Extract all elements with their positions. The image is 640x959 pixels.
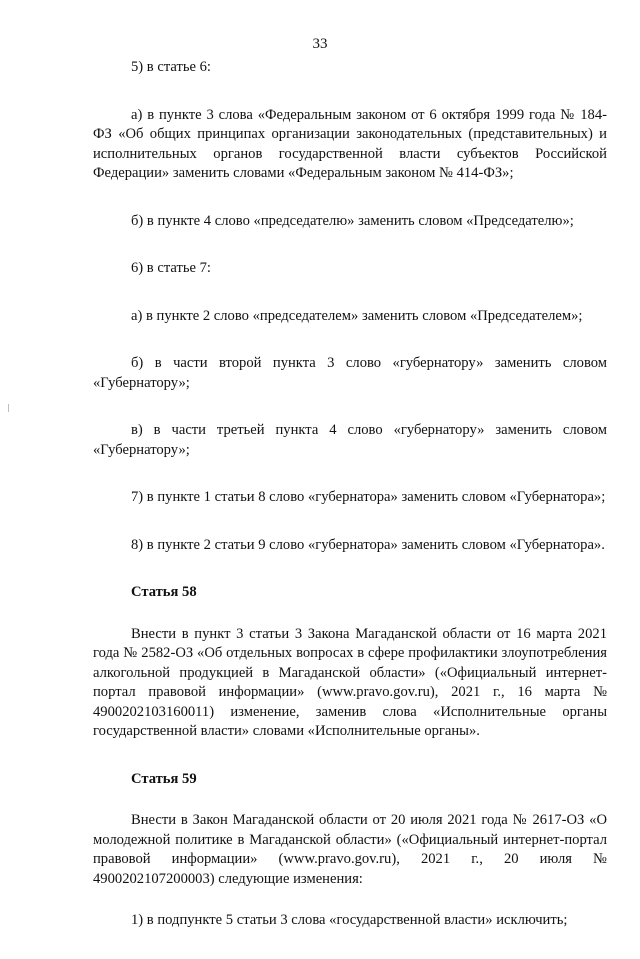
margin-mark xyxy=(8,404,9,412)
amendment-item-7: 7) в пункте 1 статьи 8 слово «губернатора» заменить словом «Губернатора»; xyxy=(131,489,606,505)
amendment-subitem-6b: б) в части второй пункта 3 слово «губернатору» заменить словом «Губернатору»; xyxy=(93,355,607,391)
article-59-item-1: 1) в подпункте 5 статьи 3 слова «государственной власти» исключить; xyxy=(131,912,568,928)
article-59-heading: Статья 59 xyxy=(131,770,197,787)
page-number: 33 xyxy=(312,36,328,52)
document-body xyxy=(93,58,607,959)
amendment-subitem-5a: а) в пункте 3 слова «Федеральным законом от 6 октября 1999 года № 184-ФЗ «Об общих принципах организации законодательных (представительных) и исполнительных органов государственной власти субъектов Российской Федерации» заменить словами «Федеральным законом № 414-ФЗ»; xyxy=(93,106,607,181)
article-58-text: Внести в пункт 3 статьи 3 Закона Магаданской области от 16 марта 2021 года № 2582-ОЗ «Об отдельных вопросах в сфере профилактики злоупотребления алкогольной продукцией в Магаданской области» («Официальный интернет-портал правовой информации» (www.pravo.gov.ru), 2021 г., 16 марта № 4900202103160011) изменение, заменив слова «Исполнительные органы государственной власти» словами «Исполнительные органы». xyxy=(93,625,607,739)
amendment-item-5: 5) в статье 6: xyxy=(131,59,211,75)
amendment-subitem-6a: а) в пункте 2 слово «председателем» заменить словом «Председателем»; xyxy=(131,307,583,324)
amendment-subitem-6c: в) в части третьей пункта 4 слово «губернатору» заменить словом «Губернатору»; xyxy=(93,422,607,458)
article-59-text: Внести в Закон Магаданской области от 20 июля 2021 года № 2617-ОЗ «О молодежной политике в Магаданской области» («Официальный интернет-портал правовой информации» (www.pravo.gov.ru), 2021 г., 20 июля № 4900202107200003) следующие изменения: xyxy=(93,812,607,887)
amendment-item-8: 8) в пункте 2 статьи 9 слово «губернатора» заменить словом «Губернатора». xyxy=(131,536,605,553)
amendment-item-6: 6) в статье 7: xyxy=(131,260,211,276)
amendment-subitem-5b: б) в пункте 4 слово «председателю» заменить словом «Председателю»; xyxy=(131,212,574,229)
article-58-heading: Статья 58 xyxy=(131,584,197,600)
